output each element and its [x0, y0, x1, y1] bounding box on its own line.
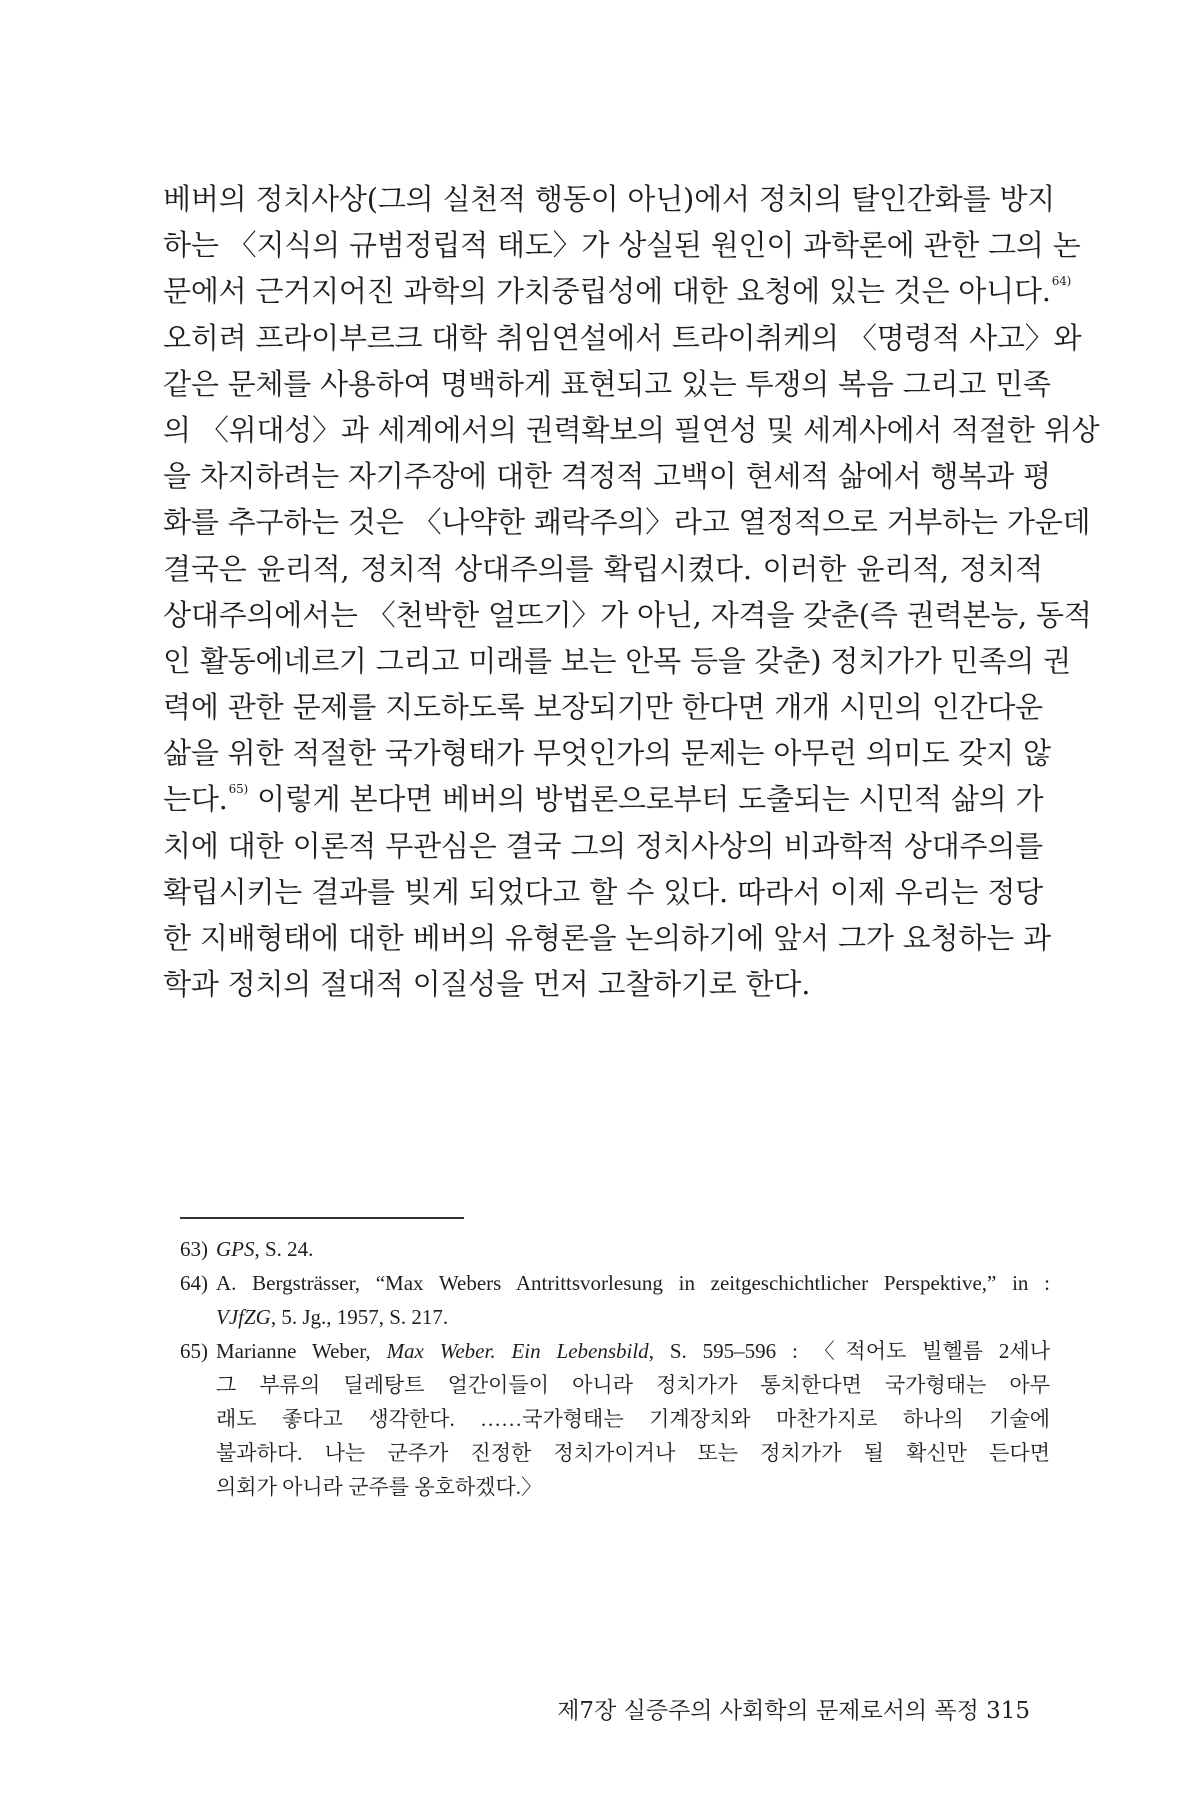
- footnote-64: [180, 1266, 1050, 1334]
- body-line: [163, 776, 1043, 822]
- footnote-number: 63): [180, 1237, 208, 1261]
- body-line: 화를 추구하는 것은 〈나약한 쾌락주의〉라고 열정적으로 거부하는 가운데: [163, 505, 1091, 540]
- footnote-ref-64[interactable]: 64): [1051, 273, 1072, 288]
- footnote-text: [216, 1334, 1050, 1368]
- running-footer: 제7장 실증주의 사회학의 문제로서의 폭정 315: [557, 1698, 1030, 1724]
- footnote-63: [180, 1232, 1050, 1266]
- footnote-ref-65[interactable]: 65): [228, 781, 249, 796]
- body-line: [163, 268, 1072, 314]
- body-line: 확립시키는 결과를 빚게 되었다고 할 수 있다. 따라서 이제 우리는 정당: [163, 874, 1043, 909]
- body-line: 치에 대한 이론적 무관심은 결국 그의 정치사상의 비과학적 상대주의를: [163, 828, 1043, 863]
- footnote-text: 그 부류의 딜레탕트 얼간이들이 아니라 정치가가 통치한다면 국가형태는 아무: [216, 1373, 1050, 1397]
- body-line: 상대주의에서는 〈천박한 얼뜨기〉가 아닌, 자격을 갖춘(즉 권력본능, 동적: [163, 597, 1092, 632]
- footnote-author: Marianne Weber,: [216, 1339, 387, 1363]
- footnote-title: Max Weber. Ein Lebensbild: [386, 1339, 649, 1363]
- main-paragraph: [163, 176, 1100, 1007]
- footnote-text: [180, 1300, 1050, 1334]
- body-line: 하는 〈지식의 규범정립적 태도〉가 상실된 원인이 과학론에 관한 그의 논: [163, 228, 1081, 263]
- footnote-divider: [180, 1217, 464, 1219]
- footnote-number: 64): [180, 1271, 208, 1295]
- body-line: 을 차지하려는 자기주장에 대한 격정적 고백이 현세적 삶에서 행복과 평: [163, 459, 1051, 494]
- body-line: 의 〈위대성〉과 세계에서의 권력확보의 필연성 및 세계사에서 적절한 위상: [163, 412, 1100, 447]
- footnote-number: 65): [180, 1339, 208, 1363]
- footnote-text: [216, 1232, 1050, 1266]
- footnote-citation: , 5. Jg., 1957, S. 217.: [270, 1305, 449, 1329]
- body-line-text: 문에서 근거지어진 과학의 가치중립성에 대한 요청에 있는 것은 아니다.: [163, 274, 1051, 309]
- footnote-text: 의회가 아니라 군주를 옹호하겠다.〉: [216, 1475, 543, 1499]
- footnote-text: 래도 좋다고 생각한다. ……국가형태는 기계장치와 마찬가지로 하나의 기술에: [216, 1407, 1050, 1431]
- footnote-citation: , S. 595–596 : 〈적어도 빌헬름 2세나: [648, 1339, 1050, 1363]
- body-line: 결국은 윤리적, 정치적 상대주의를 확립시켰다. 이러한 윤리적, 정치적: [163, 551, 1043, 586]
- footnote-journal: VJfZG: [216, 1305, 271, 1329]
- body-line: 력에 관한 문제를 지도하도록 보장되기만 한다면 개개 시민의 인간다운: [163, 690, 1043, 725]
- footnote-text: 불과하다. 나는 군주가 진정한 정치가이거나 또는 정치가가 될 확신만 든다면: [216, 1441, 1050, 1465]
- body-line-text: 이렇게 본다면 베버의 방법론으로부터 도출되는 시민적 삶의 가: [257, 782, 1044, 817]
- body-line: 한 지배형태에 대한 베버의 유형론을 논의하기에 앞서 그가 요청하는 과: [163, 921, 1051, 955]
- footnote-65: [180, 1334, 1050, 1504]
- footnote-text: A. Bergsträsser, “Max Webers Antrittsvorlesung in zeitgeschichtlicher Perspektive,” in :: [216, 1271, 1050, 1295]
- footnote-title: GPS: [216, 1237, 255, 1261]
- body-line: 오히려 프라이부르크 대학 취임연설에서 트라이취케의 〈명령적 사고〉와: [163, 320, 1082, 355]
- body-line: 학과 정치의 절대적 이질성을 먼저 고찰하기로 한다.: [163, 967, 811, 1002]
- footnote-citation: , S. 24.: [254, 1237, 314, 1261]
- body-line: 베버의 정치사상(그의 실천적 행동이 아닌)에서 정치의 탈인간화를 방지: [163, 182, 1055, 216]
- body-line: 삶을 위한 적절한 국가형태가 무엇인가의 문제는 아무런 의미도 갖지 않: [163, 736, 1051, 771]
- body-line: 같은 문체를 사용하여 명백하게 표현되고 있는 투쟁의 복음 그리고 민족: [163, 366, 1051, 401]
- footnotes: [180, 1232, 1050, 1504]
- body-line: 인 활동에네르기 그리고 미래를 보는 안목 등을 갖춘) 정치가가 민족의 권: [163, 643, 1071, 678]
- body-line-text: 는다.: [163, 782, 228, 817]
